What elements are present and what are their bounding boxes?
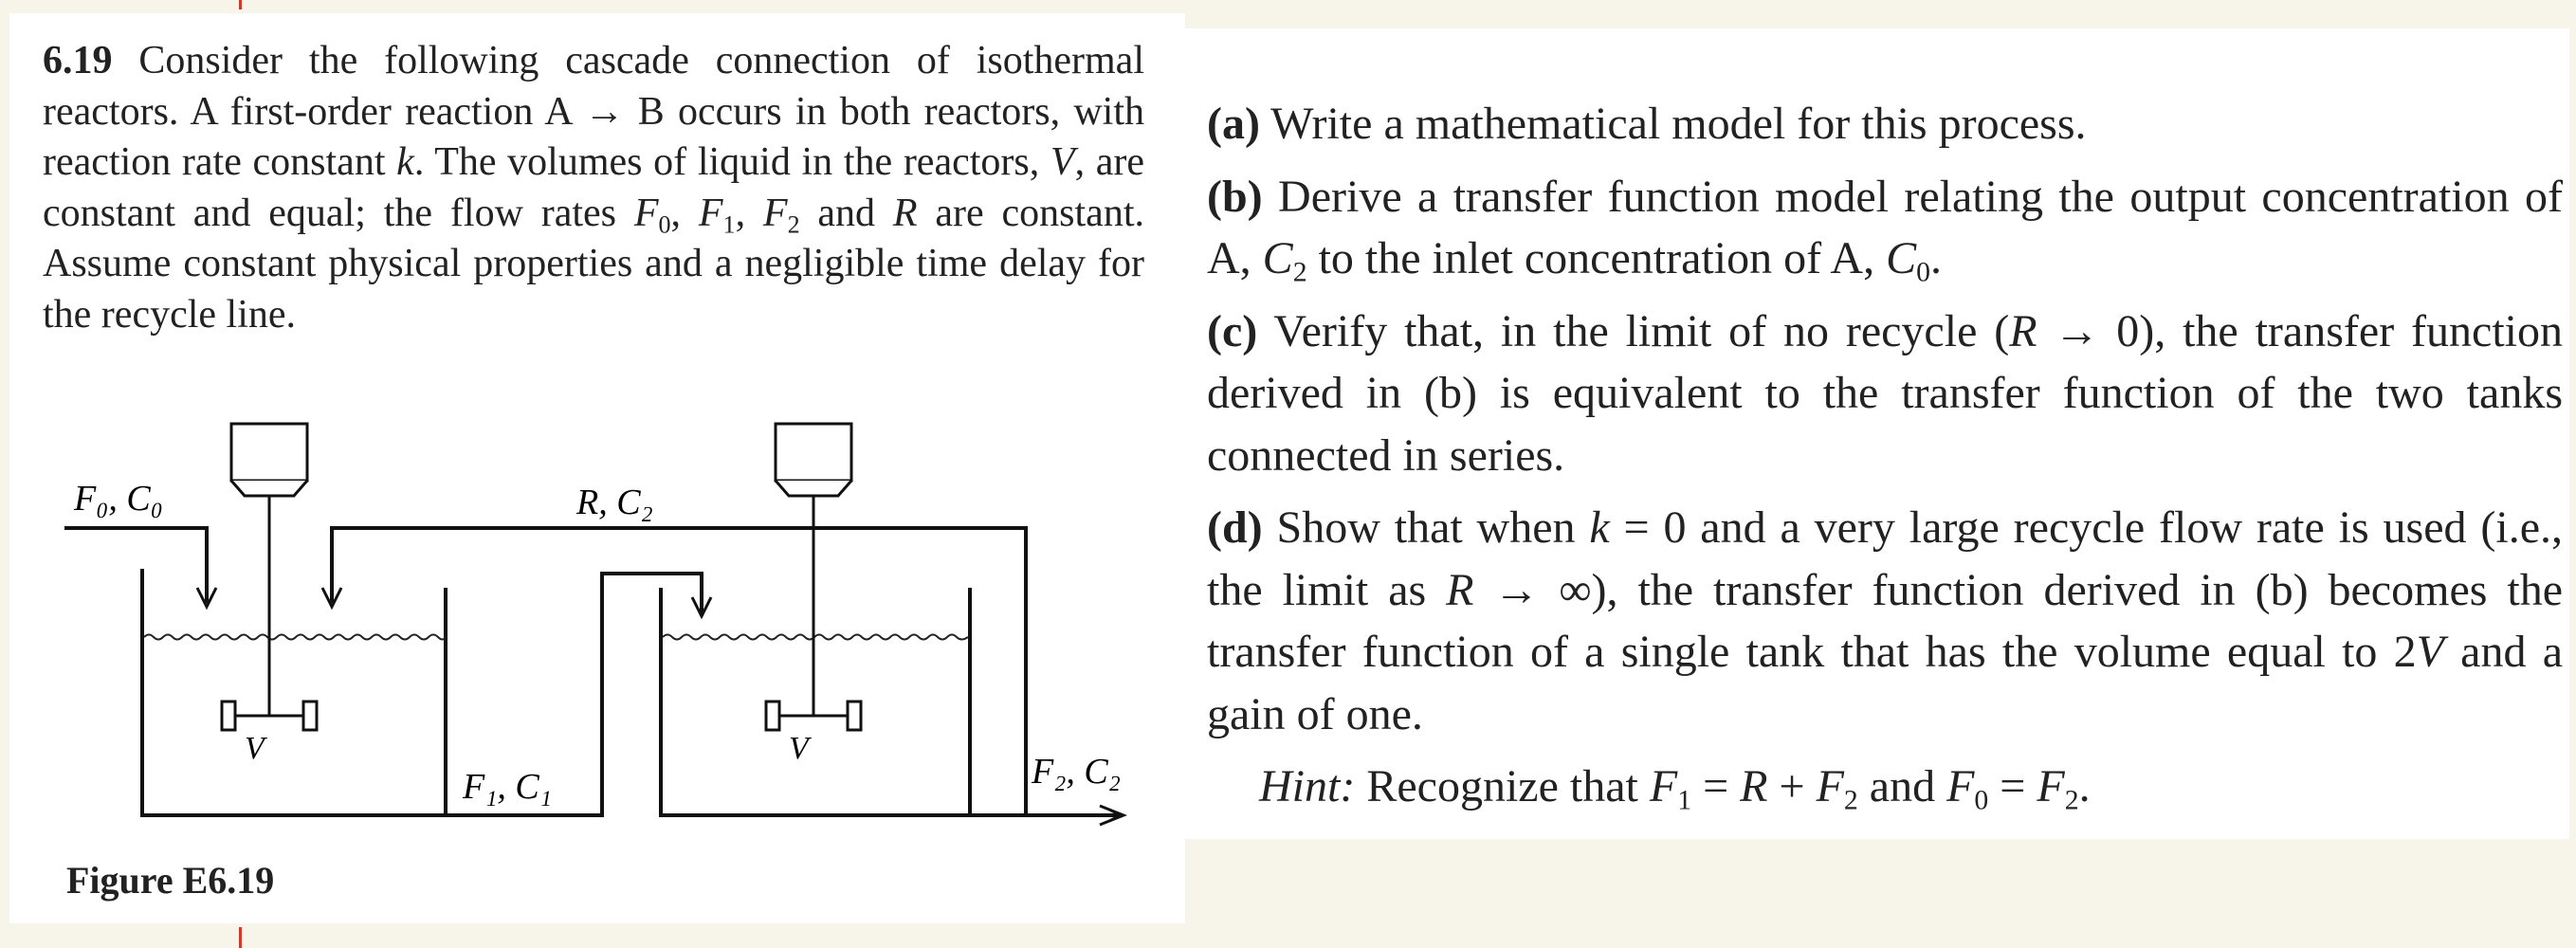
agitator-1 [222, 424, 317, 730]
part-a: (a) Write a mathematical model for this process. [1207, 99, 2087, 149]
liquid-surface-1 [144, 635, 446, 640]
tank-1 [142, 569, 446, 815]
tank-2 [661, 588, 970, 815]
inlet-pipe [64, 528, 207, 603]
problem-statement: 6.19 Consider the following cascade connection of isothermal reactors. A first-order reaction A → B occurs in both reactors, with reaction rate constant k. The volumes of liquid in the reactors, V, are constant and equal; the flow rates $F_0$, $F_1$, $F_2$ and R are constant. Assume constant physical properties and a negligible time delay for the recycle line. [43, 39, 1144, 337]
outlet-label: F₂, C₂ [1032, 752, 1121, 792]
crop-mark-bottom [239, 927, 242, 948]
intermediate-label: F₁, C₁ [463, 767, 552, 807]
tank-2-volume-label: V [789, 731, 809, 766]
inlet-label: F₀, C₀ [74, 479, 163, 519]
recycle-line [332, 528, 1026, 815]
problem-number: 6.19 [43, 39, 113, 82]
reactor-diagram [0, 0, 1185, 853]
hint: Hint: Recognize that $F_1 = R + F_2$ and $F_0 = F_2$. [1259, 761, 2091, 816]
tank-1-volume-label: V [245, 731, 265, 766]
agitator-2 [766, 424, 861, 730]
liquid-surface-2 [663, 635, 968, 640]
problem-parts [1207, 93, 2563, 829]
part-d: (d) Show that when k = 0 and a very large recycle flow rate is used (i.e., the limit as R → ∞), the transfer function derived in (b) becomes the transfer function of a single tank that has the volume equal to 2V and a gain of one. [1207, 502, 2564, 739]
part-b: (b) Derive a transfer function model relating the output concentration of A, $C_2$ to the inlet concentration of A, $C_0$. [1207, 171, 2563, 288]
recycle-label: R, C₂ [576, 483, 653, 522]
part-c: (c) Verify that, in the limit of no recycle (R → 0), the transfer function derived in (b) is equivalent to the transfer function of the two tanks connected in series. [1207, 305, 2563, 481]
figure-caption: Figure E6.19 [66, 859, 275, 902]
